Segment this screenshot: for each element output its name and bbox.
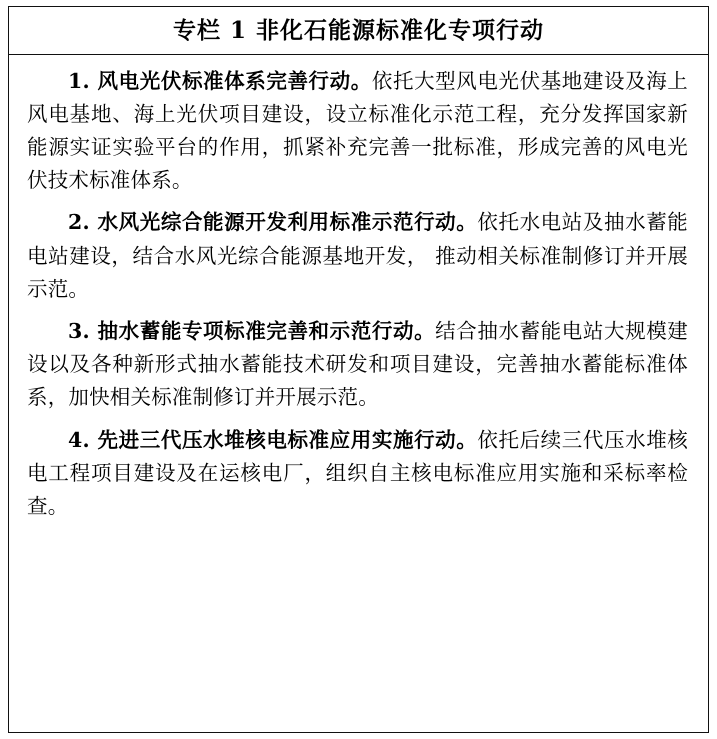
paragraph-body: 依托大型风电光伏基地建设及海上风电基地、海上光伏项目建设，设立标准化示范工程，充分发挥国家新能源实证实验平台的作用，抓紧补充完善一批标准，形成完善的风电光伏技术标准体系。 — [27, 68, 688, 193]
paragraph-item — [27, 424, 688, 524]
paragraph-lead: 3. 抽水蓄能专项标准完善和示范行动。 — [68, 319, 436, 344]
paragraph-body: 依托水电站及抽水蓄能电站建设，结合水风光综合能源基地开发， 推动相关标准制修订并开展示范。 — [27, 210, 688, 301]
paragraph-item — [27, 206, 688, 306]
paragraph-body: 依托后续三代压水堆核电工程项目建设及在运核电厂，组织自主核电标准应用实施和采标率检查。 — [27, 427, 688, 519]
box-title: 专栏 1 非化石能源标准化专项行动 — [9, 7, 708, 55]
paragraph-lead: 2. 水风光综合能源开发利用标准示范行动。 — [68, 210, 478, 235]
paragraph-item — [27, 65, 688, 198]
highlight-box — [8, 6, 709, 733]
paragraph-lead: 1. 风电光伏标准体系完善行动。 — [68, 68, 372, 93]
paragraph-body: 结合抽水蓄能电站大规模建设以及各种新形式抽水蓄能技术研发和项目建设，完善抽水蓄能标准体系，加快相关标准制修订并开展示范。 — [27, 319, 688, 410]
box-body — [9, 55, 708, 524]
paragraph-lead: 4. 先进三代压水堆核电标准应用实施行动。 — [68, 427, 478, 452]
paragraph-item — [27, 315, 688, 415]
